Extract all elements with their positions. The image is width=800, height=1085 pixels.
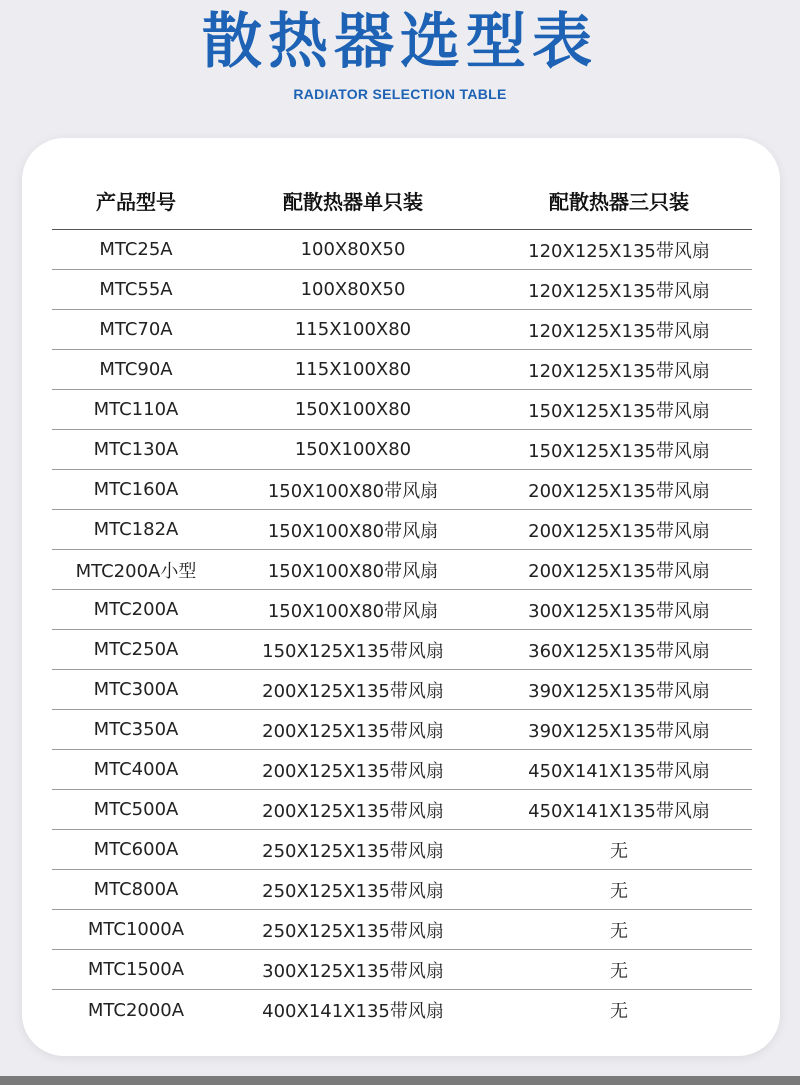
cell-model: MTC55A — [99, 279, 173, 300]
cell-model: MTC90A — [99, 359, 173, 380]
cell-model: MTC130A — [93, 439, 179, 460]
cell-triple-pack: 200X125X135带风扇 — [528, 560, 710, 582]
header-model: 产品型号 — [96, 190, 176, 214]
cell-single-pack: 150X100X80带风扇 — [267, 480, 439, 502]
cell-model: MTC25A — [99, 239, 173, 260]
cell-single-pack: 250X125X135带风扇 — [262, 840, 444, 862]
cell-model: MTC160A — [93, 479, 179, 500]
cell-single-pack: 150X100X80带风扇 — [267, 600, 439, 622]
table-row — [52, 830, 752, 870]
cell-single-pack: 115X100X80 — [294, 359, 412, 380]
cell-triple-pack: 无 — [610, 1001, 628, 1022]
cell-model: MTC110A — [93, 399, 179, 420]
table-row — [52, 950, 752, 990]
table-row — [52, 990, 752, 1030]
table-row — [52, 270, 752, 310]
cell-single-pack: 250X125X135带风扇 — [262, 920, 444, 942]
table-row — [52, 750, 752, 790]
cell-single-pack: 300X125X135带风扇 — [262, 960, 444, 982]
table-row — [52, 350, 752, 390]
cell-single-pack: 150X125X135带风扇 — [262, 640, 444, 662]
cell-triple-pack: 450X141X135带风扇 — [528, 760, 710, 782]
cell-triple-pack: 120X125X135带风扇 — [528, 280, 710, 302]
table-row — [52, 670, 752, 710]
table-header-row — [52, 172, 752, 230]
cell-triple-pack: 120X125X135带风扇 — [528, 320, 710, 342]
cell-model: MTC2000A — [87, 999, 185, 1021]
cell-single-pack: 115X100X80 — [294, 319, 412, 340]
page-subtitle: RADIATOR SELECTION TABLE — [293, 86, 507, 102]
cell-model: MTC350A — [93, 719, 179, 740]
table-row — [52, 390, 752, 430]
cell-triple-pack: 无 — [610, 840, 628, 862]
cell-triple-pack: 120X125X135带风扇 — [528, 360, 710, 382]
cell-single-pack: 100X80X50 — [300, 279, 406, 300]
header-triple-pack: 配散热器三只装 — [549, 190, 689, 214]
table-row — [52, 510, 752, 550]
table-row — [52, 710, 752, 750]
cell-model: MTC1000A — [87, 919, 185, 940]
cell-single-pack: 200X125X135带风扇 — [262, 720, 444, 742]
cell-model: MTC70A — [99, 319, 173, 340]
cell-triple-pack: 无 — [610, 920, 628, 942]
cell-triple-pack: 360X125X135带风扇 — [528, 640, 710, 662]
cell-triple-pack: 120X125X135带风扇 — [528, 240, 710, 262]
cell-triple-pack: 无 — [610, 880, 628, 902]
cell-model: MTC600A — [93, 839, 179, 860]
table-row — [52, 590, 752, 630]
cell-single-pack: 150X100X80 — [294, 399, 412, 420]
cell-model: MTC250A — [93, 639, 179, 660]
cell-model: MTC182A — [93, 519, 179, 540]
cell-single-pack: 400X141X135带风扇 — [262, 1001, 444, 1022]
bottom-bar — [0, 1076, 800, 1085]
cell-single-pack: 250X125X135带风扇 — [262, 880, 444, 902]
cell-single-pack: 150X100X80 — [294, 439, 412, 460]
cell-model: MTC400A — [93, 759, 179, 780]
cell-single-pack: 150X100X80带风扇 — [267, 520, 439, 542]
cell-model: MTC200A — [93, 599, 179, 620]
table-row — [52, 910, 752, 950]
cell-triple-pack: 无 — [610, 960, 628, 982]
cell-model: MTC800A — [93, 879, 179, 900]
table-row — [52, 630, 752, 670]
selection-table — [52, 172, 752, 1030]
table-row — [52, 790, 752, 830]
cell-single-pack: 200X125X135带风扇 — [262, 800, 444, 822]
cell-triple-pack: 390X125X135带风扇 — [528, 680, 710, 702]
table-row — [52, 870, 752, 910]
cell-model: MTC200A小型 — [75, 560, 197, 582]
table-row — [52, 470, 752, 510]
cell-triple-pack: 300X125X135带风扇 — [528, 600, 710, 622]
cell-triple-pack: 390X125X135带风扇 — [528, 720, 710, 742]
cell-model: MTC300A — [93, 679, 179, 700]
cell-triple-pack: 450X141X135带风扇 — [528, 800, 710, 822]
cell-triple-pack: 150X125X135带风扇 — [528, 400, 710, 422]
cell-triple-pack: 200X125X135带风扇 — [528, 480, 710, 502]
cell-single-pack: 200X125X135带风扇 — [262, 760, 444, 782]
table-row — [52, 310, 752, 350]
cell-model: MTC500A — [93, 799, 179, 820]
cell-single-pack: 150X100X80带风扇 — [267, 560, 439, 582]
page-title: 散热器选型表 — [202, 7, 598, 77]
cell-triple-pack: 200X125X135带风扇 — [528, 520, 710, 542]
table-row — [52, 550, 752, 590]
cell-single-pack: 100X80X50 — [300, 239, 406, 260]
cell-model: MTC1500A — [87, 959, 185, 980]
cell-triple-pack: 150X125X135带风扇 — [528, 440, 710, 462]
table-row — [52, 230, 752, 270]
cell-single-pack: 200X125X135带风扇 — [262, 680, 444, 702]
header-single-pack: 配散热器单只装 — [283, 190, 423, 214]
table-row — [52, 430, 752, 470]
